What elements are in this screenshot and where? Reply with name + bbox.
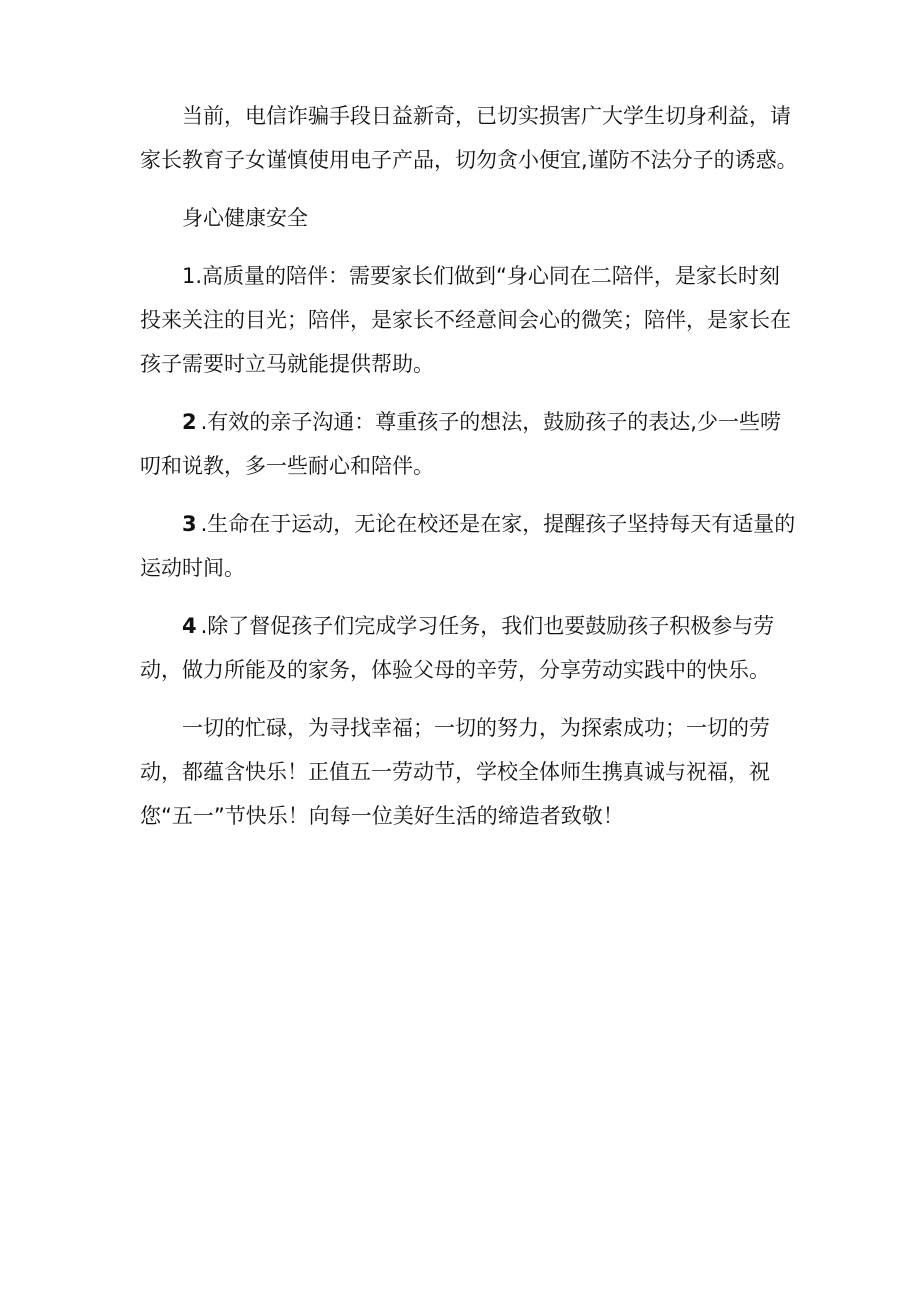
item-text: .有效的亲子沟通：尊重孩子的想法，鼓励孩子的表达,少一些唠叨和说教，多一些耐心和陪伴。 bbox=[140, 410, 781, 478]
list-item bbox=[140, 604, 798, 692]
item-number: 2 bbox=[182, 410, 197, 434]
closing-paragraph: 一切的忙碌，为寻找幸福；一切的努力，为探索成功；一切的劳动，都蕴含快乐！正值五一劳动节，学校全体师生携真诚与祝福，祝您“五一”节快乐！向每一位美好生活的缔造者致敬！ bbox=[140, 716, 770, 828]
section-title: 身心健康安全 bbox=[182, 206, 308, 230]
item-number: 3 bbox=[182, 512, 197, 536]
document-body bbox=[140, 94, 798, 852]
intro-paragraph: 当前，电信诈骗手段日益新奇，已切实损害广大学生切身利益，请家长教育子女谨慎使用电子产品，切勿贪小便宜,谨防不法分子的诱惑。 bbox=[140, 104, 798, 172]
list-item bbox=[140, 254, 798, 386]
item-text: .除了督促孩子们完成学习任务，我们也要鼓励孩子积极参与劳动，做力所能及的家务，体验父母的辛劳，分享劳动实践中的快乐。 bbox=[140, 614, 775, 682]
list-item bbox=[140, 400, 798, 488]
list-item bbox=[140, 502, 798, 590]
item-text: 高质量的陪伴：需要家长们做到“身心同在二陪伴，是家长时刻投来关注的目光；陪伴，是家长不经意间会心的微笑；陪伴，是家长在孩子需要时立马就能提供帮助。 bbox=[140, 264, 791, 376]
item-number: 4 bbox=[182, 614, 197, 638]
item-number: 1. bbox=[182, 264, 203, 288]
item-text: .生命在于运动，无论在校还是在家，提醒孩子坚持每天有适量的运动时间。 bbox=[140, 512, 796, 580]
